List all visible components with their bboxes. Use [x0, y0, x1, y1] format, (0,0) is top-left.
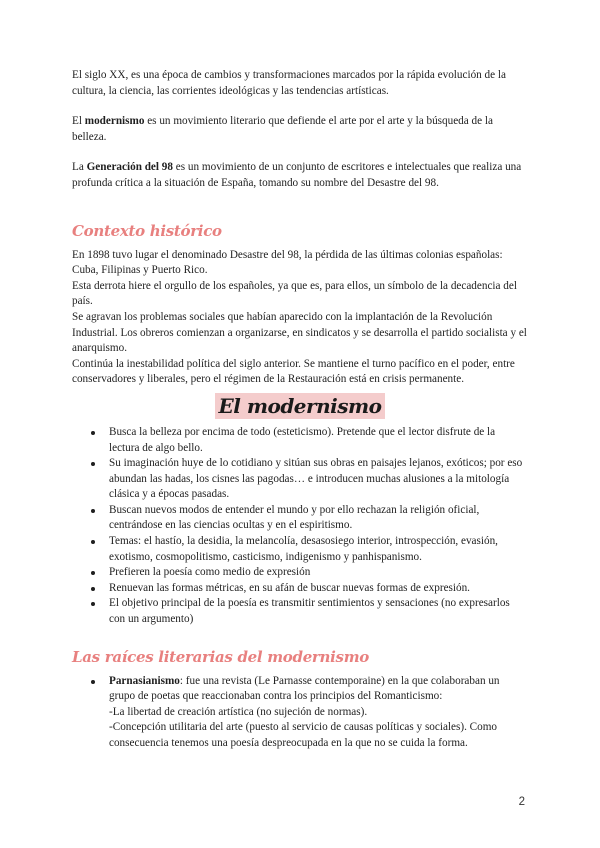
heading-contexto-historico: Contexto histórico: [72, 221, 222, 240]
sub-point: -La libertad de creación artística (no sujeción de normas).: [109, 705, 368, 718]
text-span: es un movimiento de un conjunto de escritores e intelectuales que realiza una profunda crítica a la situación de España, tomando su nombre del Desastre del 98.: [72, 161, 522, 189]
list-item: Buscan nuevos modos de entender el mundo y por ello rechazan la religión oficial, centrándose en las ciencias ocultas y en el espiritismo.: [72, 503, 528, 534]
text-span: El: [72, 115, 85, 128]
heading-modernismo-wrap: [72, 393, 528, 419]
document-page: [72, 68, 528, 752]
list-item-parnasianismo: [72, 674, 528, 752]
term-modernismo: modernismo: [84, 115, 145, 128]
sub-point: -Concepción utilitaria del arte (puesto al servicio de causas políticas y sociales). Como consecuencia tenemos una poesía despreocupada en la que no se cuida la forma.: [109, 721, 498, 749]
term-parnasianismo: Parnasianismo: [109, 674, 180, 687]
list-item: El objetivo principal de la poesía es transmitir sentimientos y sensaciones (no expresarlos con un argumento): [72, 596, 528, 627]
intro-paragraph-1: El siglo XX, es una época de cambios y transformaciones marcados por la rápida evolución de la cultura, la ciencia, las corrientes ideológicas y las tendencias artísticas.: [72, 69, 506, 97]
list-item: Temas: el hastío, la desidia, la melancolía, desasosiego interior, introspección, evasión, exotismo, cosmopolitismo, casticismo, indigenismo y panhispanismo.: [72, 534, 528, 565]
intro-paragraph-3: [72, 160, 528, 191]
contexto-line: Se agravan los problemas sociales que habían aparecido con la implantación de la Revolución Industrial. Los obreros comienzan a organizarse, en sindicatos y se desarrolla el partido socialista y el anarquismo.: [72, 310, 527, 355]
term-generacion-98: Generación del 98: [86, 161, 173, 174]
list-item: Busca la belleza por encima de todo (esteticismo). Pretende que el lector disfrute de la lectura de algo bello.: [72, 425, 528, 456]
text-span: : fue una revista (Le Parnasse contemporaine) en la que colaboraban un grupo de poetas que reaccionaban contra los principios del Romanticismo:: [109, 674, 500, 703]
contexto-line: Esta derrota hiere el orgullo de los españoles, ya que es, para ellos, un símbolo de la decadencia del país.: [72, 279, 517, 308]
list-item: Renuevan las formas métricas, en su afán de buscar nuevas formas de expresión.: [72, 581, 528, 597]
intro-paragraph-2: [72, 114, 528, 145]
contexto-line: Continúa la inestabilidad política del siglo anterior. Se mantiene el turno pacífico en el poder, entre conservadores y liberales, pero el régimen de la Restauración está en crisis permanente.: [72, 357, 515, 386]
contexto-line: En 1898 tuvo lugar el denominado Desastre del 98, la pérdida de las últimas colonias españolas: Cuba, Filipinas y Puerto Rico.: [72, 248, 503, 277]
text-span: La: [72, 161, 87, 174]
page-number: 2: [518, 796, 525, 808]
list-item: Su imaginación huye de lo cotidiano y sitúan sus obras en paisajes lejanos, exóticos; por eso abundan las hadas, los cisnes las pagodas… e introducen muchas alusiones a la mitología clásica y a épocas pasadas.: [72, 456, 528, 503]
raices-list: [72, 674, 528, 752]
heading-el-modernismo: El modernismo: [215, 393, 386, 419]
text-span: es un movimiento literario que defiende el arte por el arte y la búsqueda de la belleza.: [72, 115, 493, 143]
modernismo-list: [72, 425, 528, 628]
heading-raices-literarias: Las raíces literarias del modernismo: [72, 647, 369, 666]
list-item: Prefieren la poesía como medio de expresión: [72, 565, 528, 581]
